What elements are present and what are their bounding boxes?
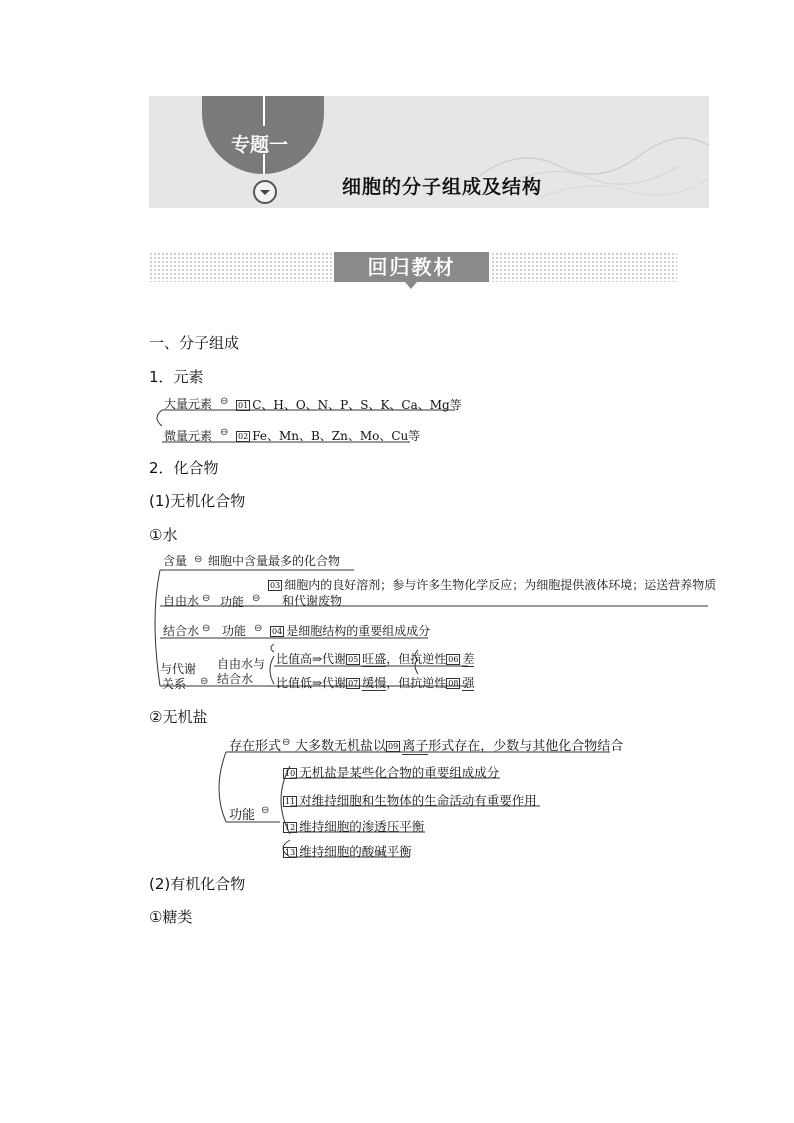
blank-number: 02 (238, 432, 249, 441)
water-content-label: 含量 (163, 554, 188, 568)
high-ratio-prefix: 比值高⇒代谢 (276, 652, 347, 666)
minus-circle-icon: ⊖ (200, 676, 209, 687)
bound-water-function-label: 功能 (222, 624, 247, 638)
blank-number: 12 (285, 823, 296, 832)
minus-circle-icon: ⊖ (220, 396, 229, 407)
minus-circle-icon: ⊖ (254, 623, 263, 634)
metabolism-label-2: 关系 (162, 677, 187, 691)
part-heading: 一、分子组成 (149, 334, 240, 352)
salt-heading: ②无机盐 (149, 708, 208, 726)
minus-circle-icon: ⊖ (282, 737, 291, 748)
major-elements-text: C、H、O、N、P、S、K、Ca、Mg等 (252, 398, 462, 412)
salt-form-label: 存在形式 (229, 739, 282, 754)
free-water-function-label: 功能 (220, 595, 245, 609)
salt-form-row (295, 735, 623, 754)
salt-function-4-text: 维持细胞的酸碱平衡 (299, 844, 412, 859)
free-water-text-1: 细胞内的良好溶剂；参与许多生物化学反应；为细胞提供液体环境；运送营养物质 (284, 578, 717, 592)
tab-divider-lower (263, 154, 265, 174)
salt-function-3-text: 维持细胞的渗透压平衡 (299, 819, 425, 834)
minus-circle-icon: ⊖ (202, 623, 211, 634)
salt-form-post: 形式存在，少数与其他化合物结合 (428, 739, 624, 754)
blank-number: 10 (285, 769, 296, 778)
salt-function-label: 功能 (229, 808, 256, 823)
salt-function-2-text: 对维持细胞和生物体的生命活动有重要作用 (299, 793, 537, 808)
minus-circle-icon: ⊖ (220, 427, 229, 438)
minus-circle-icon: ⊖ (252, 593, 261, 604)
inorganic-heading: (1)无机化合物 (149, 492, 246, 510)
dotted-rule-right (491, 252, 677, 282)
trace-elements-label: 微量元素 (164, 429, 213, 443)
chevron-down-icon (253, 180, 277, 204)
minus-circle-icon: ⊖ (202, 593, 211, 604)
section-pointer (405, 282, 417, 289)
ratio-label-2: 结合水 (217, 672, 254, 686)
low-ratio-mid: ，但抗逆性 (386, 676, 447, 690)
compounds-heading: 2．化合物 (149, 459, 219, 477)
dotted-rule-left (149, 252, 332, 282)
minus-circle-icon: ⊖ (194, 554, 203, 565)
salt-function-3 (283, 817, 424, 835)
free-water-text-2: 和代谢废物 (282, 594, 343, 608)
low-ratio-answer-2: 强 (462, 676, 475, 690)
bound-water-text: 是细胞结构的重要组成成分 (286, 624, 431, 638)
blank-number: 05 (348, 655, 359, 664)
bound-water-function-text (270, 622, 430, 639)
high-ratio-row (276, 650, 474, 667)
salt-function-1 (283, 763, 499, 781)
blank-number: 07 (348, 679, 359, 688)
high-ratio-mid: ，但抗逆性 (386, 652, 447, 666)
chapter-banner (149, 96, 709, 208)
free-water-function-text (268, 576, 716, 593)
high-ratio-answer-2: 差 (462, 652, 475, 666)
salt-form-pre: 大多数无机盐以 (295, 739, 387, 754)
bound-water-label: 结合水 (163, 624, 200, 638)
salt-function-2 (283, 791, 537, 809)
sugar-heading: ①糖类 (149, 908, 193, 926)
major-elements-label: 大量元素 (164, 397, 213, 411)
trace-elements-text: Fe、Mn、B、Zn、Mo、Cu等 (252, 429, 421, 443)
chapter-title: 细胞的分子组成及结构 (342, 176, 543, 198)
water-content-text: 细胞中含量最多的化合物 (208, 554, 341, 568)
low-ratio-prefix: 比值低⇒代谢 (276, 676, 347, 690)
major-elements-row (236, 396, 462, 413)
section-title: 回归教材 (334, 252, 489, 282)
low-ratio-answer-1: 缓慢 (362, 676, 387, 690)
high-ratio-answer-1: 旺盛 (362, 652, 387, 666)
blank-number: 11 (285, 797, 296, 806)
blank-number: 06 (448, 655, 459, 664)
blank-number: 13 (285, 848, 296, 857)
metabolism-label-1: 与代谢 (160, 662, 197, 676)
salt-function-1-text: 无机盐是某些化合物的重要组成成分 (299, 765, 500, 780)
organic-heading: (2)有机化合物 (149, 875, 246, 893)
water-heading: ①水 (149, 526, 178, 544)
elements-heading: 1．元素 (149, 368, 204, 386)
blank-number: 04 (272, 627, 283, 636)
blank-number: 08 (448, 679, 459, 688)
blank-number: 01 (238, 401, 249, 410)
tab-divider (263, 96, 265, 126)
trace-elements-row (236, 427, 420, 444)
chapter-label: 专题一 (231, 134, 289, 156)
low-ratio-row (276, 674, 474, 691)
blank-number: 09 (388, 742, 399, 751)
free-water-label: 自由水 (163, 594, 200, 608)
blank-number: 03 (270, 581, 281, 590)
minus-circle-icon: ⊖ (261, 805, 270, 816)
ratio-label-1: 自由水与 (217, 657, 266, 671)
salt-function-4 (283, 842, 412, 860)
salt-form-answer: 离子 (402, 739, 429, 754)
